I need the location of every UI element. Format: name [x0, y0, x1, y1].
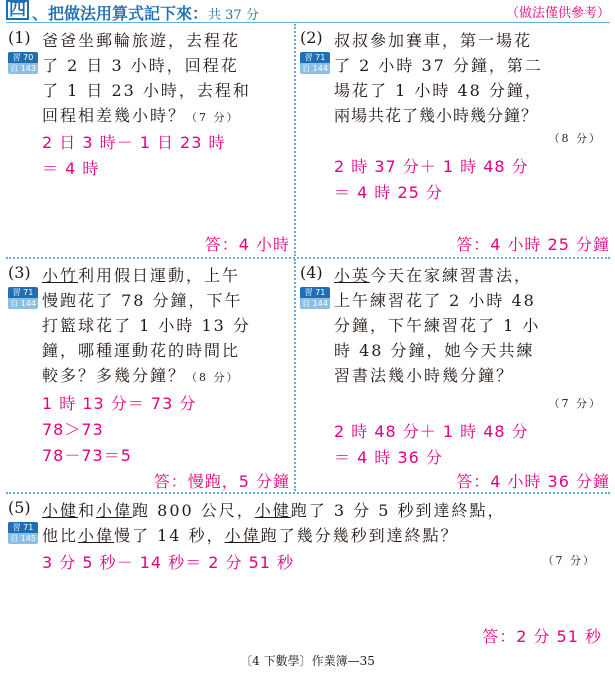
- question-text: 和: [78, 501, 97, 520]
- question-text-line: 鐘，哪種運動花的時間比: [42, 341, 241, 360]
- answer: 答：慢跑，5 分鐘: [153, 472, 290, 491]
- work-line: 2 時 48 分＋ 1 時 48 分: [334, 422, 529, 441]
- question-text: 跑了 3 分 5 秒到達終點，: [290, 501, 506, 520]
- work-line: 2 時 37 分＋ 1 時 48 分: [334, 157, 529, 176]
- question-text-line: [42, 103, 240, 126]
- question-text: 跑了幾分幾秒到達終點？: [260, 526, 459, 545]
- answer: 答：2 分 51 秒: [482, 627, 602, 646]
- person-name: 小竹: [42, 266, 79, 285]
- person-name: 小偉: [224, 526, 261, 545]
- question-text-line: 打籃球花了 1 小時 13 分: [42, 316, 251, 335]
- work-line: 1 時 13 分＝ 73 分: [42, 394, 197, 413]
- badge-workbook: 習 71: [8, 522, 38, 533]
- work-line: 78＞73: [42, 420, 104, 439]
- reference-badge: [8, 287, 38, 311]
- page-footer: 〔4 下數學〕作業簿—35: [240, 654, 375, 668]
- question-score: （7 分）: [548, 397, 602, 410]
- badge-textbook: 自 144: [8, 298, 38, 309]
- question-text-line: 慢跑花了 78 分鐘，下午: [42, 291, 243, 310]
- question-text-line: [42, 363, 240, 386]
- work-line: ＝ 4 時 25 分: [334, 183, 443, 202]
- question-number: (2): [300, 28, 323, 47]
- question-text-line: [42, 523, 459, 546]
- work-line: ＝ 4 時 36 分: [334, 448, 443, 467]
- question-text: 利用假日運動，上午: [78, 266, 241, 285]
- question-text-line: 兩場共花了幾小時幾分鐘？: [334, 106, 539, 125]
- person-name: 小偉: [96, 501, 133, 520]
- section-title-text: 、把做法用算式記下來：: [32, 4, 209, 23]
- question-text: 回程相差幾小時？: [42, 106, 187, 125]
- question-text-line: 了 2 日 3 小時，回程花: [42, 56, 239, 75]
- question-number: (1): [8, 28, 31, 47]
- question-score: （8 分）: [186, 371, 240, 384]
- person-name: 小健: [254, 501, 291, 520]
- section-header: [6, 0, 610, 22]
- question-text-line: 爸爸坐郵輪旅遊，去程花: [42, 31, 241, 50]
- section-number: 四: [6, 0, 29, 20]
- question-text-line: 習書法幾小時幾分鐘？: [334, 366, 515, 385]
- question-text-line: [42, 498, 506, 521]
- badge-workbook: 習 71: [300, 52, 330, 63]
- question-score: （8 分）: [548, 132, 602, 145]
- question-text-line: 分鐘，下午練習花了 1 小: [334, 316, 541, 335]
- divider-horizontal-2: [6, 492, 610, 494]
- question-4: [300, 263, 612, 491]
- reference-badge: [300, 52, 330, 76]
- question-5: [8, 498, 612, 648]
- answer: 答：4 小時 36 分鐘: [456, 472, 610, 491]
- badge-textbook: 自 145: [8, 533, 38, 544]
- divider-vertical-middle: [294, 259, 296, 491]
- question-text-line: [42, 263, 240, 286]
- section-note: （做法僅供參考）: [505, 6, 610, 21]
- answer: 答：4 小時: [204, 235, 290, 254]
- question-text-line: 了 2 小時 37 分鐘，第二: [334, 56, 543, 75]
- reference-badge: [300, 287, 330, 311]
- badge-textbook: 自 143: [8, 63, 38, 74]
- question-text: 慢了 14 秒，: [114, 526, 225, 545]
- badge-textbook: 自 144: [300, 63, 330, 74]
- question-score: （7 分）: [542, 554, 596, 567]
- work-line: 78－73＝5: [42, 446, 132, 465]
- question-text-line: 時 48 分鐘，她今天共練: [334, 341, 535, 360]
- question-3: [8, 263, 292, 491]
- badge-workbook: 習 70: [8, 52, 38, 63]
- question-text-line: 了 1 日 23 小時，去程和: [42, 81, 251, 100]
- question-number: (3): [8, 263, 31, 282]
- reference-badge: [8, 52, 38, 76]
- person-name: 小偉: [78, 526, 115, 545]
- question-text: 跑 800 公尺，: [132, 501, 255, 520]
- work-line: 2 日 3 時－ 1 日 23 時: [42, 133, 226, 152]
- badge-workbook: 習 71: [300, 287, 330, 298]
- question-1: [8, 28, 292, 256]
- section-title: [32, 1, 259, 24]
- divider-vertical-top: [294, 24, 296, 256]
- question-text-line: [334, 263, 532, 286]
- divider-horizontal-1: [6, 257, 610, 259]
- top-border: [6, 22, 610, 23]
- reference-badge: [8, 522, 38, 546]
- section-total: 共 37 分: [208, 8, 259, 23]
- person-name: 小健: [42, 501, 79, 520]
- badge-textbook: 自 144: [300, 298, 330, 309]
- answer: 答：4 小時 25 分鐘: [456, 235, 610, 254]
- question-text-line: 場花了 1 小時 48 分鐘，: [334, 81, 543, 100]
- question-score: （7 分）: [186, 111, 240, 124]
- question-text: 今天在家練習書法，: [370, 266, 533, 285]
- question-text: 他比: [42, 526, 79, 545]
- badge-workbook: 習 71: [8, 287, 38, 298]
- work-line: ＝ 4 時: [42, 159, 100, 178]
- work-line: 3 分 5 秒－ 14 秒＝ 2 分 51 秒: [42, 553, 295, 572]
- question-number: (4): [300, 263, 323, 282]
- question-2: [300, 28, 612, 256]
- question-text: 較多？多幾分鐘？: [42, 366, 187, 385]
- question-number: (5): [8, 498, 31, 517]
- person-name: 小英: [334, 266, 371, 285]
- question-text-line: 上午練習花了 2 小時 48: [334, 291, 536, 310]
- question-text-line: 叔叔參加賽車，第一場花: [334, 31, 533, 50]
